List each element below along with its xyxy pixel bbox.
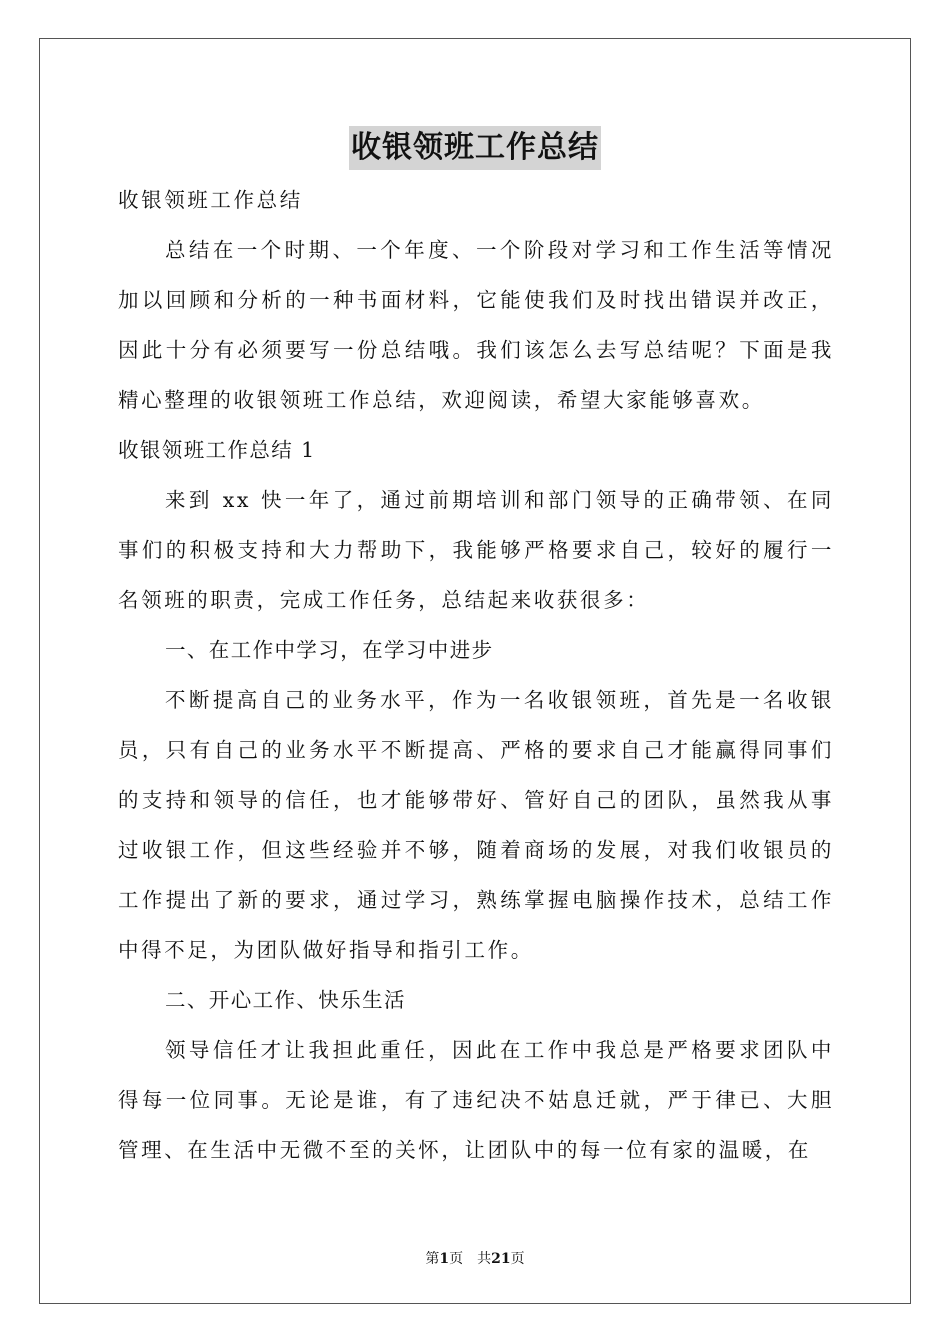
body-paragraph: 不断提高自己的业务水平，作为一名收银领班，首先是一名收银员，只有自己的业务水平不断提高、严格的要求自己才能赢得同事们的支持和领导的信任，也才能够带好、管好自己的团队，虽然我从事过收银工作，但这些经验并不够，随着商场的发展，对我们收银员的工作提出了新的要求，通过学习，熟练掌握电脑操作技术，总结工作中得不足，为团队做好指导和指引工作。 bbox=[118, 688, 834, 962]
intro-paragraph: 总结在一个时期、一个年度、一个阶段对学习和工作生活等情况加以回顾和分析的一种书面材料，它能使我们及时找出错误并改正，因此十分有必须要写一份总结哦。我们该怎么去写总结呢？下面是我精心整理的收银领班工作总结，欢迎阅读，希望大家能够喜欢。 bbox=[118, 238, 834, 412]
total-label-prefix: 共 bbox=[477, 1251, 492, 1267]
body-paragraph: 来到 xx 快一年了，通过前期培训和部门领导的正确带领、在同事们的积极支持和大力帮助下，我能够严格要求自己，较好的履行一名领班的职责，完成工作任务，总结起来收获很多： bbox=[118, 488, 834, 612]
title-container bbox=[0, 126, 950, 170]
page-label-suffix: 页 bbox=[449, 1251, 464, 1267]
heading-paragraph: 一、在工作中学习，在学习中进步 bbox=[165, 638, 494, 662]
body-paragraph: 领导信任才让我担此重任，因此在工作中我总是严格要求团队中得每一位同事。无论是谁，有了违纪决不姑息迁就，严于律已、大胆管理、在生活中无微不至的关怀，让团队中的每一位有家的温暖，在 bbox=[118, 1038, 834, 1162]
total-pages: 21 bbox=[491, 1251, 511, 1267]
section-title-paragraph: 收银领班工作总结 1 bbox=[118, 438, 316, 462]
subtitle-paragraph: 收银领班工作总结 bbox=[118, 188, 303, 212]
page-footer bbox=[0, 1248, 950, 1268]
total-label-suffix: 页 bbox=[510, 1251, 525, 1267]
page-number: 1 bbox=[439, 1251, 450, 1267]
heading-paragraph: 二、开心工作、快乐生活 bbox=[165, 988, 406, 1012]
document-body bbox=[118, 175, 834, 1175]
document-title: 收银领班工作总结 bbox=[349, 126, 601, 170]
page-label-prefix: 第 bbox=[425, 1251, 440, 1267]
